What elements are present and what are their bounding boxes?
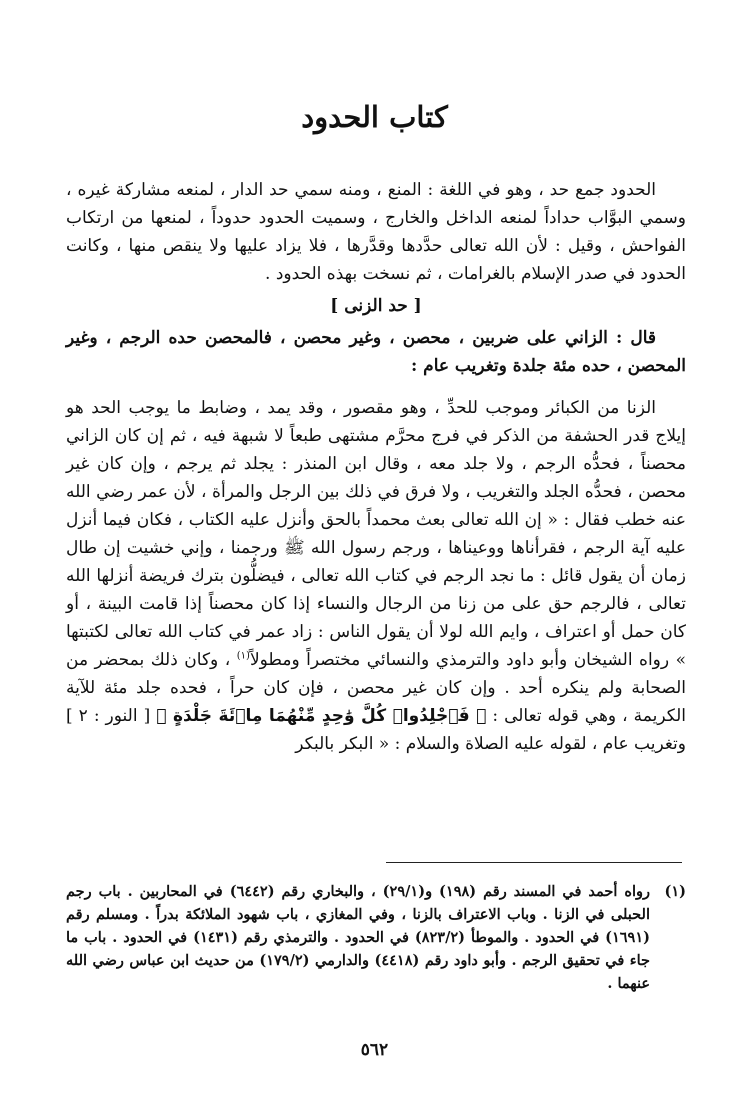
commentary-paragraph bbox=[66, 394, 686, 758]
footnote bbox=[66, 880, 686, 995]
footnotes bbox=[66, 880, 686, 995]
commentary-part-3: [ النور : ٢ ] وتغريب عام ، لقوله عليه الصلاة والسلام : « البكر بالبكر bbox=[66, 706, 686, 754]
section-heading: [ حد الزنى ] bbox=[330, 296, 422, 316]
main-text bbox=[66, 176, 686, 758]
footnote-marker: (١) bbox=[236, 650, 250, 662]
intro-paragraph: الحدود جمع حد ، وهو في اللغة : المنع ، ومنه سمي حد الدار ، لمنعه مشاركة غيره ، وسمي البوَّاب حداداً لمنعه الداخل والخارج ، وسميت الحدود حدوداً ، لمنعها من ارتكاب الفواحش ، وقيل : لأن الله تعالى حدَّدها وقدَّرها ، فلا يزاد عليها ولا ينقص منها ، وكانت الحدود في صدر الإسلام بالغرامات ، ثم نسخت بهذه الحدود . bbox=[66, 180, 686, 284]
footnote-text: رواه أحمد في المسند رقم (١٩٨) و(٢٩/١) ، والبخاري رقم (٦٤٤٢) في المحاربين . باب رجم الحبلى في الزنا . وباب الاعتراف بالزنا ، وفي المغازي ، باب شهود الملائكة بدراً . ومسلم رقم (١٦٩١) في الحدود . والموطأ (٨٢٣/٢) في الحدود . والترمذي رقم (١٤٣١) في الحدود . باب ما جاء في تحقيق الرجم . وأبو داود رقم (٤٤١٨) والدارمي (١٧٩/٢) من حديث ابن عباس رضي الله عنهما . bbox=[66, 883, 650, 992]
commentary-part-1: الزنا من الكبائر وموجب للحدِّ ، وهو مقصور ، وقد يمد ، وضابط ما يوجب الحد هو إيلاج قدر الحشفة من الذكر في فرج محرَّم مشتهى طبعاً لا شبهة فيه ، ثم إن كان الزاني محصناً ، فحدُّه الرجم ، ولا جلد معه ، وقال ابن المنذر : يجلد ثم يرجم ، وإن كان غير محصن ، فحدُّه الجلد والتغريب ، ولا فرق في ذلك بين الرجل والمرأة ، لأن عمر رضي الله عنه خطب فقال : « إن الله تعالى بعث محمداً بالحق وأنزل عليه الكتاب ، فكان فيما أنزل عليه آية الرجم ، فقرأناها ووعيناها ، ورجم رسول الله ﷺ ورجمنا ، وإني خشيت إن طال زمان أن يقول قائل : ما نجد الرجم في كتاب الله تعالى ، فيضلُّون بترك فريضة أنزلها الله تعالى ، فالرجم حق على من زنا من الرجال والنساء إذا كان محصناً إذا قامت البينة ، أو كان حمل أو اعتراف ، وايم الله لولا أن يقول الناس : زاد عمر في كتاب الله تعالى لكتبتها » رواه الشيخان وأبو داود والترمذي والنسائي مختصراً ومطولاً bbox=[66, 398, 686, 670]
footnote-separator bbox=[386, 862, 682, 863]
commentary-part-2: ، وكان ذلك بمحضر من الصحابة ولم ينكره أحد . وإن كان غير محصن ، فإن كان حراً ، فحده جلد مئة للآية الكريمة ، وهي قوله تعالى : bbox=[66, 650, 686, 726]
quran-verse: ﴿ فَٱجْلِدُوا۟ كُلَّ وَٰحِدٍ مِّنْهُمَا مِا۟ئَةَ جَلْدَةٍ ﴾ bbox=[156, 706, 487, 726]
chapter-title: كتاب الحدود bbox=[301, 100, 448, 134]
matn-paragraph: قال : الزاني على ضربين ، محصن ، وغير محصن ، فالمحصن حده الرجم ، وغير المحصن ، حده مئة جلدة وتغريب عام : bbox=[66, 328, 686, 376]
footnote-number: (١) bbox=[664, 883, 686, 900]
page-number: ٥٦٢ bbox=[360, 1040, 389, 1060]
